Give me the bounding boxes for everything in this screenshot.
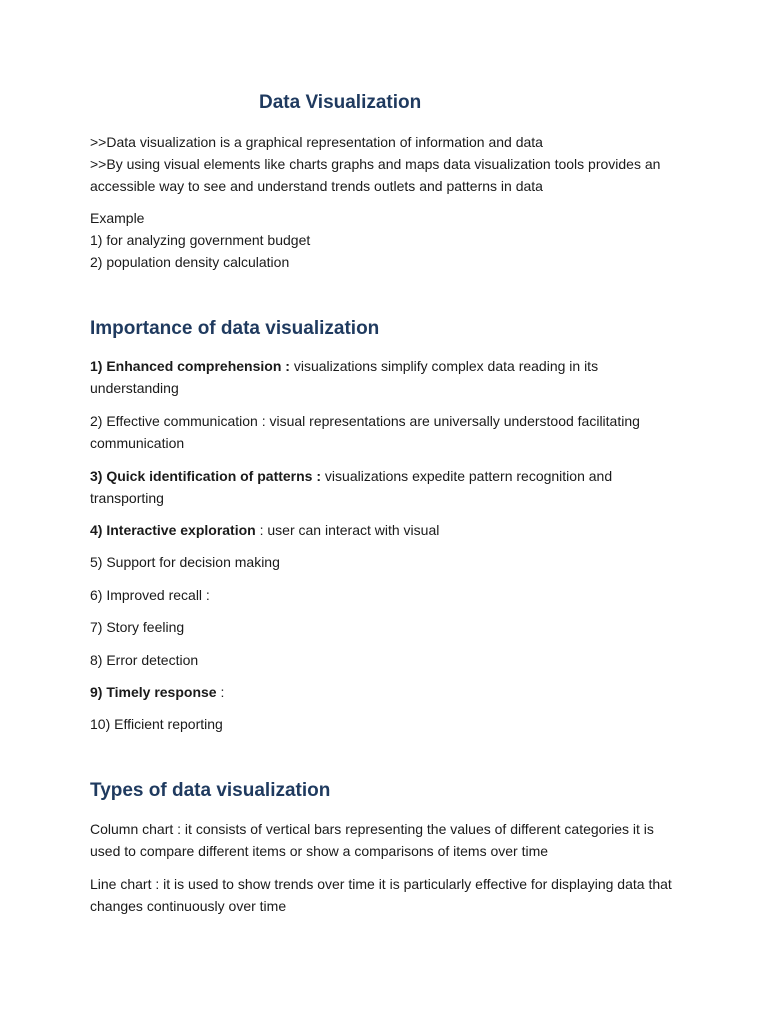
- intro-line-2: >>By using visual elements like charts graphs and maps data visualization tools provides an accessible way to see and understand trends outlets and patterns in data: [90, 156, 661, 194]
- importance-item-1-bold: 1) Enhanced comprehension :: [90, 358, 290, 374]
- importance-item-2: [90, 410, 680, 454]
- column-chart-text: Column chart : it consists of vertical bars representing the values of different categories it is used to compare different items or show a comparisons of items over time: [90, 821, 654, 859]
- importance-item-4: [90, 519, 680, 541]
- importance-item-10-text: 10) Efficient reporting: [90, 716, 223, 732]
- importance-item-6-text: 6) Improved recall :: [90, 587, 210, 603]
- line-chart-paragraph: [90, 873, 680, 917]
- intro-line-1: >>Data visualization is a graphical representation of information and data: [90, 134, 543, 150]
- importance-item-4-bold: 4) Interactive exploration: [90, 522, 256, 538]
- importance-item-7-text: 7) Story feeling: [90, 619, 185, 635]
- importance-item-3-text: visualizations expedite pattern recognition and transporting: [90, 468, 613, 506]
- types-heading: Types of data visualization: [90, 780, 331, 801]
- importance-item-9: [90, 681, 680, 703]
- importance-item-8-text: 8) Error detection: [90, 652, 199, 668]
- page-title: Data Visualization: [259, 92, 422, 113]
- importance-item-6: [90, 584, 680, 606]
- importance-item-1: [90, 355, 680, 399]
- importance-item-7: [90, 616, 680, 638]
- importance-item-9-text: :: [216, 684, 225, 700]
- example-item-2: 2) population density calculation: [90, 254, 290, 270]
- importance-heading: Importance of data visualization: [90, 318, 380, 339]
- importance-item-5-text: 5) Support for decision making: [90, 554, 280, 570]
- importance-item-3-bold: 3) Quick identification of patterns :: [90, 468, 322, 484]
- importance-item-2-text: 2) Effective communication : visual representations are universally understood facilitating communication: [90, 413, 640, 451]
- importance-item-5: [90, 551, 680, 573]
- importance-item-10: [90, 713, 680, 735]
- intro-paragraph: [90, 131, 680, 197]
- importance-item-3: [90, 465, 680, 509]
- example-label: Example: [90, 210, 145, 226]
- importance-item-1-text: visualizations simplify complex data reading in its understanding: [90, 358, 599, 396]
- importance-item-4-text: : user can interact with visual: [255, 522, 440, 538]
- column-chart-paragraph: [90, 818, 680, 862]
- importance-item-8: [90, 649, 680, 671]
- importance-item-9-bold: 9) Timely response: [90, 684, 217, 700]
- example-item-1: 1) for analyzing government budget: [90, 232, 311, 248]
- line-chart-text: Line chart : it is used to show trends over time it is particularly effective for displaying data that changes continuously over time: [90, 876, 672, 914]
- example-block: [90, 207, 680, 273]
